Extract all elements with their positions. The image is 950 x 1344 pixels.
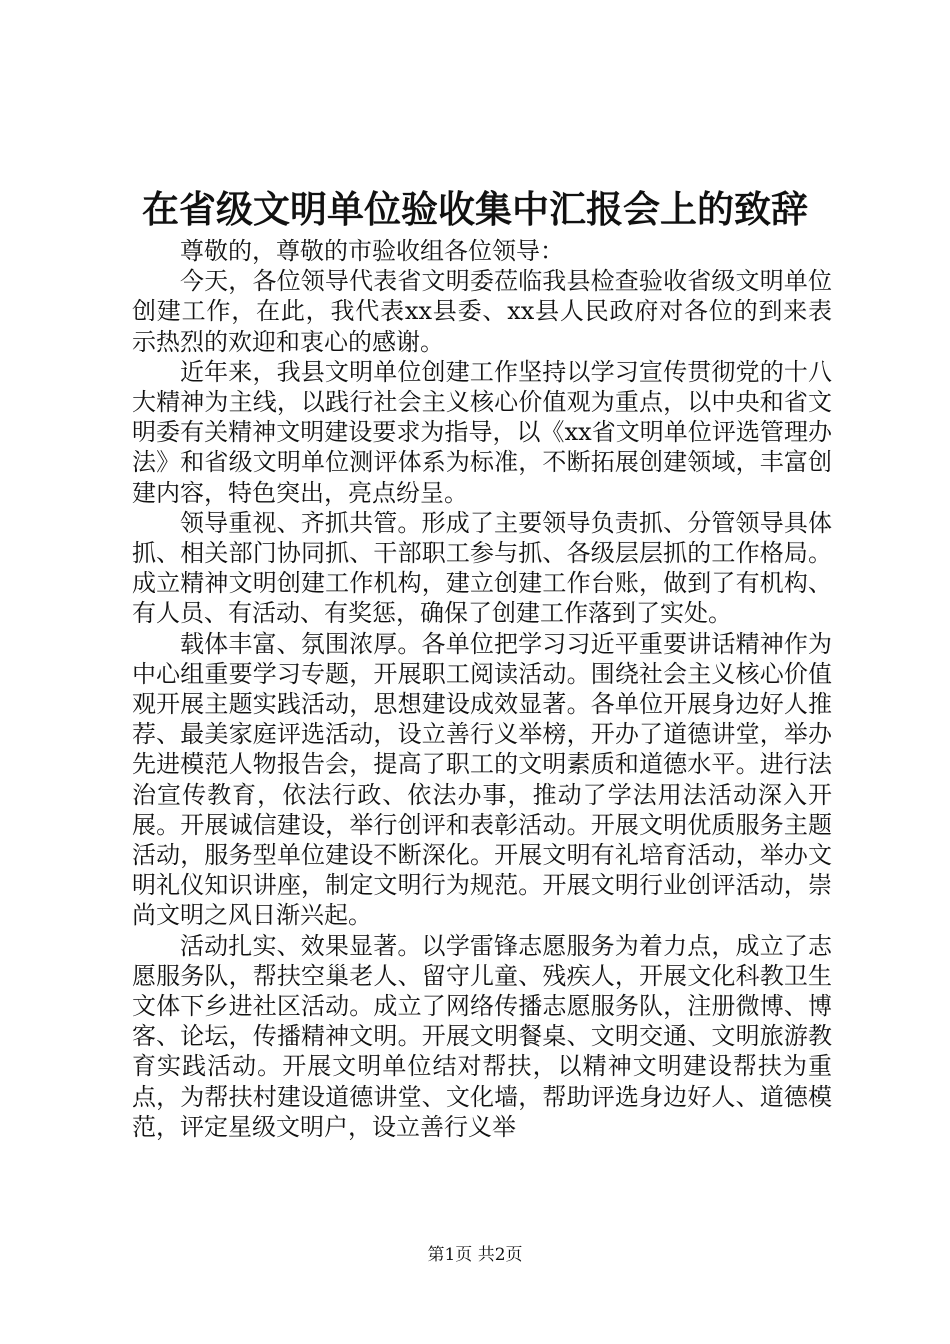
paragraph: 领导重视、齐抓共管。形成了主要领导负责抓、分管领导具体抓、相关部门协同抓、干部职工参与抓、各级层层抓的工作格局。成立精神文明创建工作机构，建立创建工作台账，做到了有机构、有人员、有活动、有奖惩，确保了创建工作落到了实处。 bbox=[132, 508, 832, 628]
paragraph: 近年来，我县文明单位创建工作坚持以学习宣传贯彻党的十八大精神为主线，以践行社会主义核心价值观为重点，以中央和省文明委有关精神文明建设要求为指导，以《xx省文明单位评选管理办法》和省级文明单位测评体系为标准，不断拓展创建领域，丰富创建内容，特色突出，亮点纷呈。 bbox=[132, 357, 832, 507]
paragraph: 载体丰富、氛围浓厚。各单位把学习习近平重要讲话精神作为中心组重要学习专题，开展职工阅读活动。围绕社会主义核心价值观开展主题实践活动，思想建设成效显著。各单位开展身边好人推荐、最美家庭评选活动，设立善行义举榜，开办了道德讲堂，举办先进模范人物报告会，提高了职工的文明素质和道德水平。进行法治宣传教育，依法行政、依法办事，推动了学法用法活动深入开展。开展诚信建设，举行创评和表彰活动。开展文明优质服务主题活动，服务型单位建设不断深化。开展文明有礼培育活动，举办文明礼仪知识讲座，制定文明行为规范。开展文明行业创评活动，崇尚文明之风日渐兴起。 bbox=[132, 629, 832, 930]
paragraph: 今天，各位领导代表省文明委莅临我县检查验收省级文明单位创建工作，在此，我代表xx县委、xx县人民政府对各位的到来表示热烈的欢迎和衷心的感谢。 bbox=[132, 267, 832, 356]
paragraph: 活动扎实、效果显著。以学雷锋志愿服务为着力点，成立了志愿服务队，帮扶空巢老人、留守儿童、残疾人，开展文化科教卫生文体下乡进社区活动。成立了网络传播志愿服务队，注册微博、博客、论坛，传播精神文明。开展文明餐桌、文明交通、文明旅游教育实践活动。开展文明单位结对帮扶，以精神文明建设帮扶为重点，为帮扶村建设道德讲堂、文化墙，帮助评选身边好人、道德模范，评定星级文明户，设立善行义举 bbox=[132, 931, 832, 1141]
document-body bbox=[132, 236, 832, 1142]
salutation: 尊敬的，尊敬的市验收组各位领导： bbox=[180, 237, 564, 265]
page-number-footer: 第1页 共2页 bbox=[427, 1245, 523, 1265]
page-title: 在省级文明单位验收集中汇报会上的致辞 bbox=[142, 187, 808, 231]
